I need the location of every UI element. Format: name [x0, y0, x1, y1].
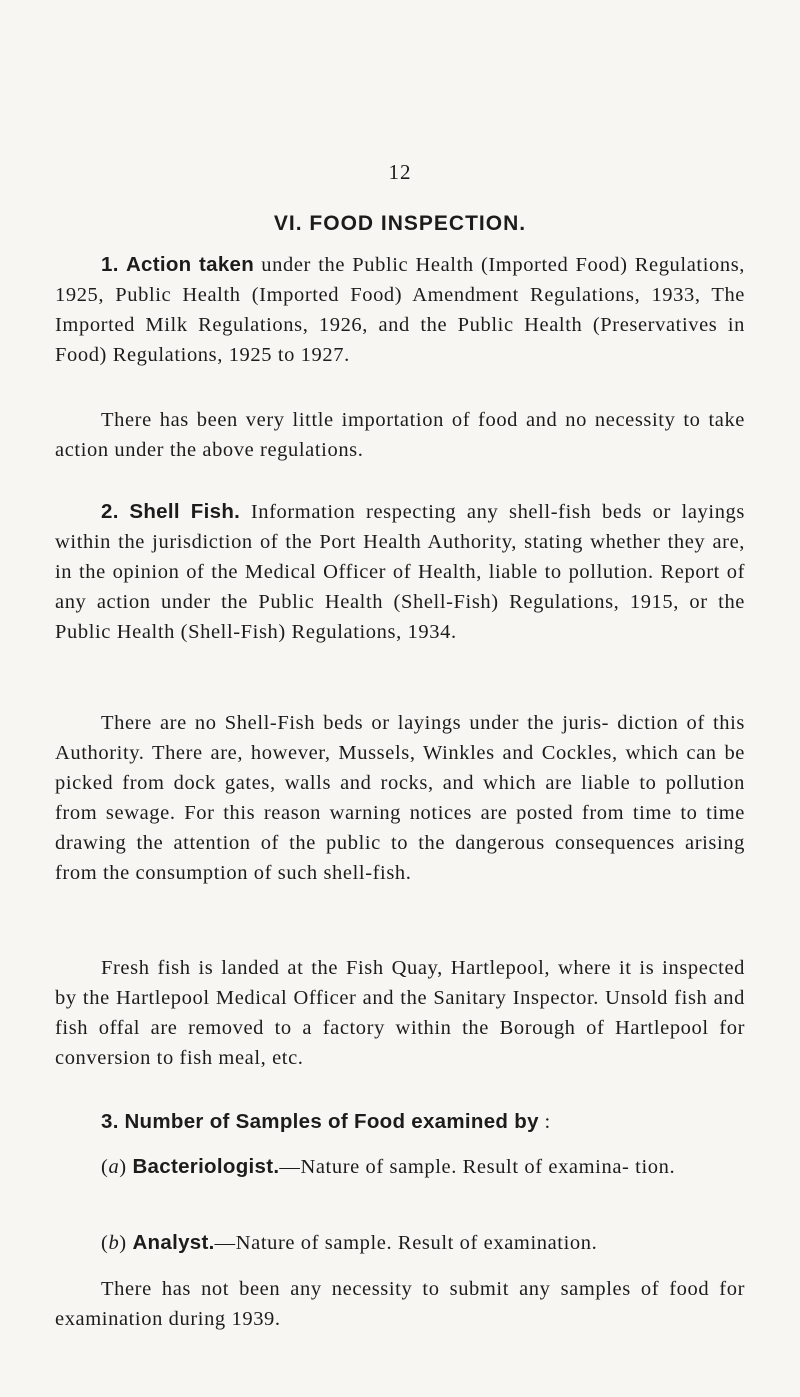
item-2-heading: Shell Fish. [129, 500, 241, 523]
sub-item-b-text: —Nature of sample. Result of examination. [214, 1232, 598, 1254]
shellfish-paragraph: There are no Shell-Fish beds or layings under the juris- diction of this Authority. There are, however, Mussels, Winkles and Cockles, which can be picked from dock gates, walls and rocks, and which are liable to pollution from sewage. For this reason warning notices are posted from time to time drawing the attention of the public to the dangerous consequences arising from the consumption of such shell-fish. [55, 712, 745, 884]
item-3-number: 3. [101, 1110, 119, 1133]
item-3-heading: Number of Samples of Food examined by [124, 1110, 539, 1133]
item-1-heading: Action taken [125, 253, 255, 276]
sub-item-b-paragraph: (b) Analyst.—Nature of sample. Result of examination. [101, 1231, 598, 1254]
item-2-paragraph [55, 497, 745, 647]
sub-item-b-letter: b [108, 1232, 120, 1254]
item-1-paragraph [55, 250, 745, 370]
sub-item-b-heading: Analyst. [132, 1231, 215, 1254]
item-2-number: 2. [101, 500, 119, 523]
item-1-number: 1. [101, 253, 119, 276]
fresh-fish-paragraph: Fresh fish is landed at the Fish Quay, Hartlepool, where it is inspected by the Hartlepool Medical Officer and the Sanitary Inspector. Unsold fish and fish offal are removed to a factory within the Borough of Hartlepool for conversion to fish meal, etc. [55, 957, 745, 1069]
item-3-paragraph [55, 1107, 745, 1137]
sub-item-a-text: —Nature of sample. Result of examina- tion. [279, 1156, 676, 1178]
section-title: VI. FOOD INSPECTION. [273, 212, 527, 235]
item-1-text: under the Public Health (Imported Food) Regulations, 1925, Public Health (Imported Food) Amendment Regulations, 1933, The Imported Milk Regulations, 1926, and the Public Health (Preservatives in Food) Regulations, 1925 to 1927. [55, 254, 745, 366]
item-2-text: Information respecting any shell-fish beds or layings within the jurisdiction of the Port Health Authority, stating whether they are, in the opinion of the Medical Officer of Health, liable to pollution. Report of any action under the Public Health (Shell-Fish) Regulations, 1915, or the Public Health (Shell-Fish) Regulations, 1934. [55, 501, 745, 643]
sub-item-a-letter: a [108, 1156, 120, 1178]
sub-item-a-heading: Bacteriologist. [132, 1155, 280, 1178]
item-3-suffix: : [544, 1111, 551, 1133]
samples-paragraph: There has not been any necessity to submit any samples of food for examination during 1939. [55, 1278, 745, 1330]
importation-paragraph: There has been very little importation of food and no necessity to take action under the above regulations. [55, 409, 745, 461]
page-number: 12 [388, 160, 412, 184]
sub-item-a-paragraph: (a) Bacteriologist.—Nature of sample. Result of examina- tion. [101, 1155, 676, 1178]
